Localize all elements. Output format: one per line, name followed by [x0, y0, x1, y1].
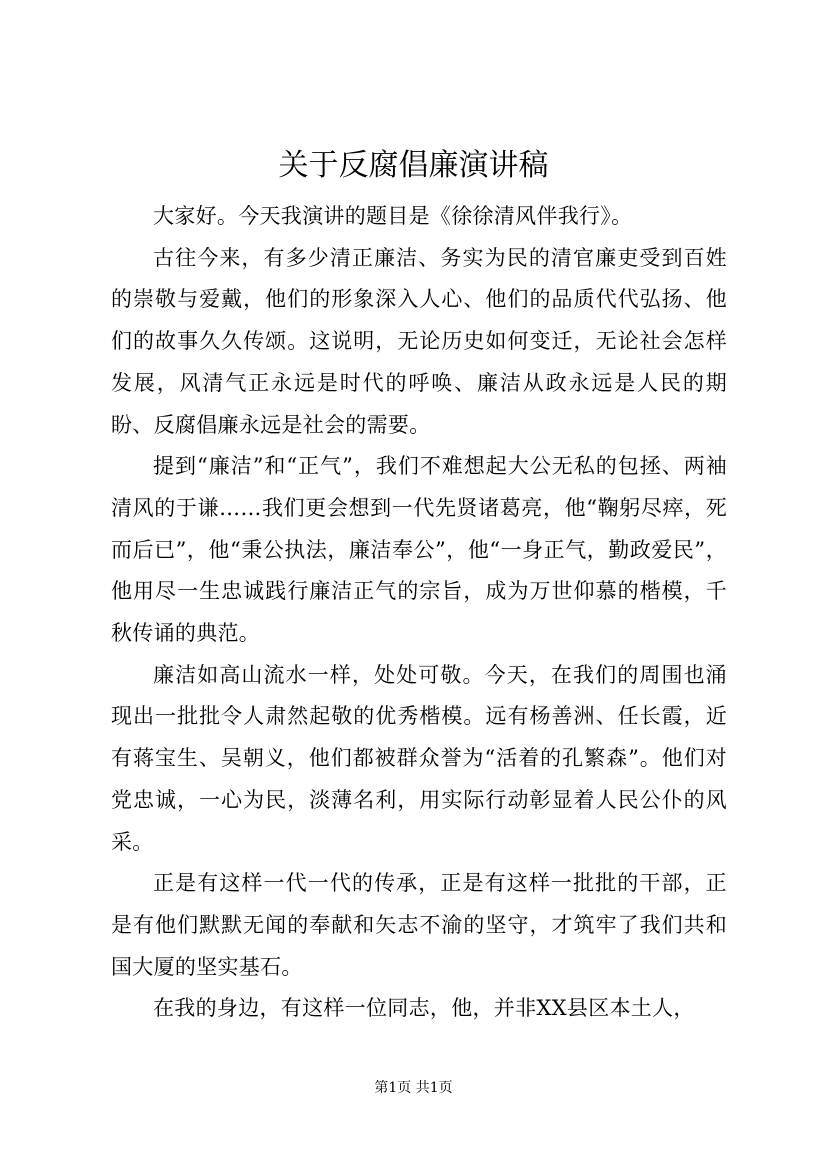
paragraph-colleague: 在我的身边，有这样一位同志，他，并非XX县区本土人， — [153, 996, 695, 1021]
page-footer: 第1页 共1页 — [374, 1080, 453, 1096]
paragraph-greeting: 大家好。今天我演讲的题目是《徐徐清风伴我行》。 — [153, 204, 633, 228]
document-body — [111, 196, 727, 1030]
document-title: 关于反腐倡廉演讲稿 — [278, 148, 549, 183]
paragraph-examples: 提到“廉洁”和“正气”，我们不难想起大公无私的包拯、两袖清风的于谦……我们更会想到一代先贤诸葛亮，他“鞠躬尽瘁，死而后已”，他“秉公执法，廉洁奉公”，他“一身正气，勤政爱民”，他用尽一生忠诚践行廉洁正气的宗旨，成为万世仰慕的楷模，千秋传诵的典范。 — [111, 454, 727, 646]
paragraph-models: 廉洁如高山流水一样，处处可敬。今天，在我们的周围也涌现出一批批令人肃然起敬的优秀楷模。远有杨善洲、任长霞，近有蒋宝生、吴朝义，他们都被群众誉为“活着的孔繁森”。他们对党忠诚，一心为民，淡薄名利，用实际行动彰显着人民公仆的风采。 — [111, 662, 727, 854]
paragraph-history: 古往今来，有多少清正廉洁、务实为民的清官廉吏受到百姓的崇敬与爱戴，他们的形象深入人心、他们的品质代代弘扬、他们的故事久久传颂。这说明，无论历史如何变迁，无论社会怎样发展，风清气正永远是时代的呼唤、廉洁从政永远是人民的期盼、反腐倡廉永远是社会的需要。 — [111, 245, 727, 437]
paragraph-heritage: 正是有这样一代一代的传承，正是有这样一批批的干部，正是有他们默默无闻的奉献和矢志不渝的坚守，才筑牢了我们共和国大厦的坚实基石。 — [111, 871, 727, 979]
